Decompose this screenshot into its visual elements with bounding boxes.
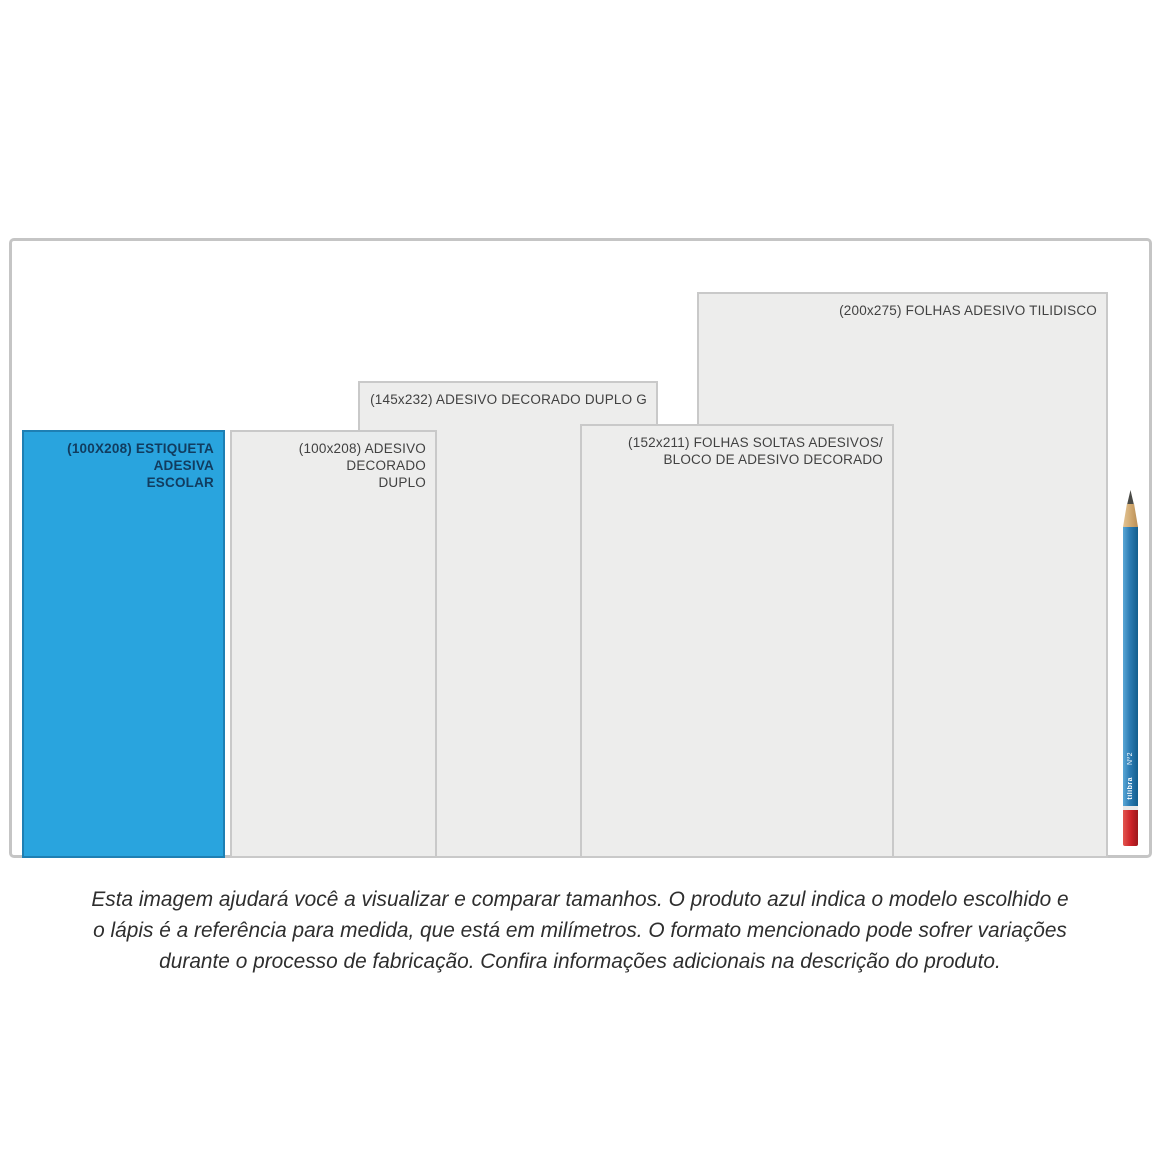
size-box-folhas-soltas-adesivos bbox=[580, 424, 894, 858]
size-box-label-line: (152x211) FOLHAS SOLTAS ADESIVOS/ bbox=[628, 435, 883, 450]
caption-line: durante o processo de fabricação. Confira informações adicionais na descrição do produto. bbox=[159, 949, 1001, 973]
size-box-label bbox=[582, 426, 892, 468]
pencil-painted-end bbox=[1123, 810, 1138, 846]
size-box-label-line: DUPLO bbox=[378, 475, 426, 490]
size-box-label bbox=[232, 432, 435, 491]
caption bbox=[17, 884, 1142, 977]
size-box-label-line: BLOCO DE ADESIVO DECORADO bbox=[663, 452, 883, 467]
pencil-brand-text bbox=[1123, 752, 1138, 800]
pencil-reference bbox=[1123, 490, 1138, 846]
size-box-adesivo-decorado-duplo bbox=[230, 430, 437, 858]
size-box-label bbox=[360, 383, 656, 408]
size-box-label-line: (145x232) ADESIVO DECORADO DUPLO G bbox=[370, 392, 647, 407]
size-box-label bbox=[24, 432, 223, 491]
size-box-label-line: ESCOLAR bbox=[146, 475, 214, 490]
pencil-body bbox=[1123, 527, 1138, 806]
pencil-wood-cone bbox=[1123, 504, 1138, 527]
caption-line: o lápis é a referência para medida, que está em milímetros. O formato mencionado pode sofrer variações bbox=[93, 918, 1067, 942]
pencil-graphite-tip bbox=[1127, 490, 1134, 505]
size-box-label-line: (100x208) ADESIVO DECORADO bbox=[298, 441, 426, 473]
pencil-grade-label: Nº2 bbox=[1127, 752, 1134, 766]
size-box-label-line: (200x275) FOLHAS ADESIVO TILIDISCO bbox=[839, 303, 1097, 318]
caption-line: Esta imagem ajudará você a visualizar e comparar tamanhos. O produto azul indica o modelo escolhido e bbox=[91, 887, 1069, 911]
size-box-label bbox=[699, 294, 1106, 319]
pencil-brand-label: tilibra bbox=[1127, 777, 1134, 800]
size-box-label-line: (100X208) ESTIQUETA ADESIVA bbox=[67, 441, 214, 473]
size-box-selected-etiqueta-adesiva-escolar bbox=[22, 430, 225, 858]
